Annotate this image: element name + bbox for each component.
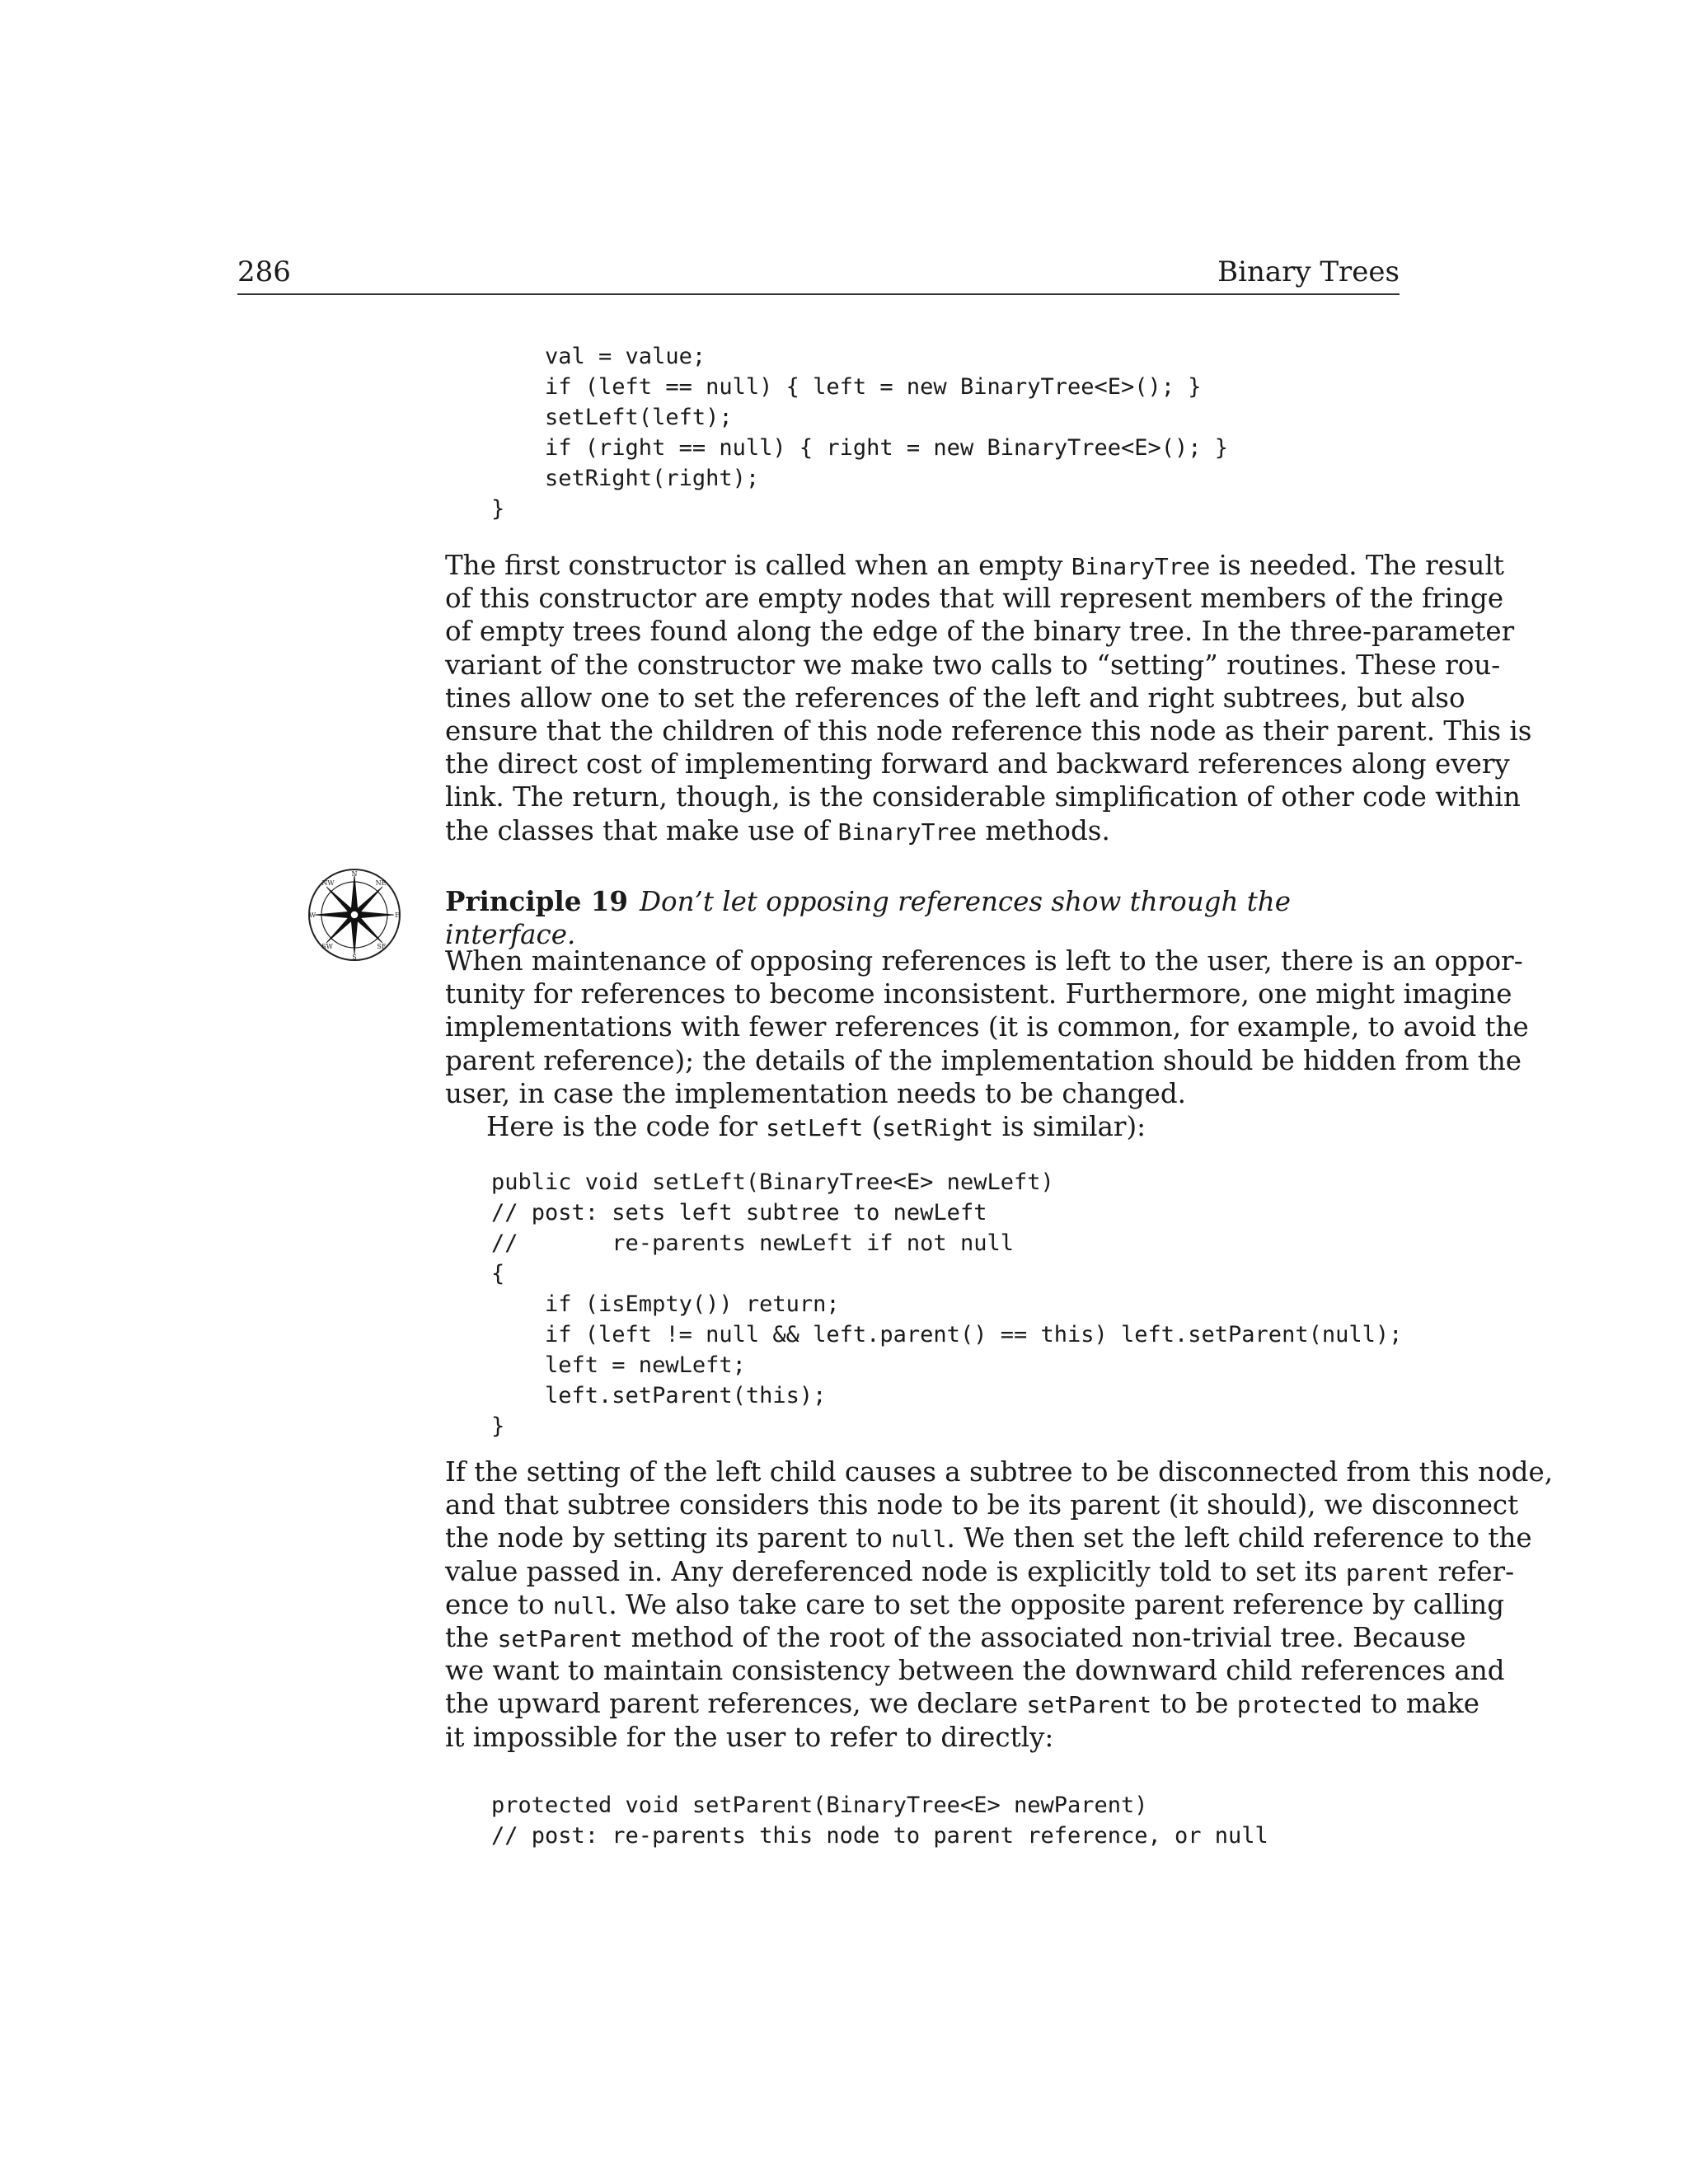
code-block-setparent <box>491 1790 1268 1851</box>
compass-label-sw: SW <box>321 943 333 950</box>
text-line: tunity for references to become inconsistent. Furthermore, one might imagine <box>445 978 1512 1010</box>
code-line: if (left == null) { left = new BinaryTree<E>(); } <box>491 374 1202 400</box>
inline-code: setParent <box>497 1624 623 1652</box>
inline-code: setParent <box>1026 1691 1152 1719</box>
inline-code: null <box>891 1526 947 1554</box>
compass-rose-icon <box>307 867 402 963</box>
text-line: link. The return, though, is the considerable simplification of other code within <box>445 781 1521 813</box>
code-line: } <box>491 496 505 522</box>
inline-code: setRight <box>882 1114 994 1141</box>
text-line: ence to null. We also take care to set the opposite parent reference by calling <box>445 1588 1505 1620</box>
text-line: we want to maintain consistency between the downward child references and <box>445 1655 1505 1687</box>
code-block-constructor <box>491 341 1228 524</box>
text-line: Here is the code for setLeft (setRight is similar): <box>486 1111 1146 1142</box>
inline-code: protected <box>1236 1691 1362 1719</box>
code-line: left = newLeft; <box>491 1352 746 1378</box>
text-line: the classes that make use of BinaryTree methods. <box>445 814 1110 846</box>
text-line: it impossible for the user to refer to directly: <box>445 1721 1054 1753</box>
code-line: { <box>491 1261 505 1286</box>
text-line: value passed in. Any dereferenced node is explicitly told to set its parent refer- <box>445 1555 1515 1587</box>
text-line: the direct cost of implementing forward and backward references along every <box>445 748 1510 780</box>
running-title: Binary Trees <box>1217 255 1400 288</box>
text-line: parent reference); the details of the implementation should be hidden from the <box>445 1044 1522 1076</box>
text-line: The first constructor is called when an empty BinaryTree is needed. The result <box>445 550 1504 581</box>
compass-label-nw: NW <box>321 879 335 887</box>
code-line: if (left != null && left.parent() == this) left.setParent(null); <box>491 1322 1403 1347</box>
inline-code: null <box>552 1591 609 1619</box>
compass-label-s: S <box>352 954 357 961</box>
code-line: if (isEmpty()) return; <box>491 1291 840 1317</box>
code-line: // re-parents newLeft if not null <box>491 1230 1014 1256</box>
code-line: // post: re-parents this node to parent reference, or null <box>491 1823 1268 1849</box>
code-line: setLeft(left); <box>491 405 733 430</box>
paragraph-opposing-references <box>445 944 1529 1110</box>
code-line: // post: sets left subtree to newLeft <box>491 1200 987 1226</box>
compass-label-n: N <box>351 870 358 878</box>
paragraph-setleft-intro <box>445 1110 1400 1143</box>
code-line: setRight(right); <box>491 466 760 491</box>
code-line: left.setParent(this); <box>491 1383 827 1408</box>
principle-callout <box>445 885 1400 951</box>
paragraph-setparent-explanation <box>445 1455 1554 1754</box>
code-line: val = value; <box>491 344 706 369</box>
text-line: and that subtree considers this node to be its parent (it should), we disconnect <box>445 1489 1519 1521</box>
text-line: of empty trees found along the edge of the binary tree. In the three-parameter <box>445 616 1515 648</box>
text-line: the node by setting its parent to null. We then set the left child reference to the <box>445 1522 1532 1554</box>
text-line: ensure that the children of this node reference this node as their parent. This is <box>445 715 1532 747</box>
text-line: the upward parent references, we declare setParent to be protected to make <box>445 1688 1479 1720</box>
principle-label: Principle 19 <box>445 885 628 917</box>
text-line: tines allow one to set the references of the left and right subtrees, but also <box>445 682 1465 714</box>
code-line: if (right == null) { right = new BinaryTree<E>(); } <box>491 435 1229 461</box>
compass-label-ne: NE <box>375 879 387 887</box>
text-line: of this constructor are empty nodes that will represent members of the fringe <box>445 583 1504 615</box>
inline-code: BinaryTree <box>837 818 978 846</box>
principle-text: Don’t let opposing references show through the interface. <box>445 886 1291 950</box>
text-line: variant of the constructor we make two calls to “setting” routines. These rou- <box>445 649 1501 681</box>
text-line: When maintenance of opposing references is left to the user, there is an oppor- <box>445 945 1523 977</box>
text-line: If the setting of the left child causes a subtree to be disconnected from this node, <box>445 1456 1554 1488</box>
inline-code: BinaryTree <box>1071 553 1211 580</box>
inline-code: setLeft <box>766 1114 864 1141</box>
page-header <box>237 252 1400 295</box>
inline-code: parent <box>1346 1558 1430 1586</box>
compass-label-se: SE <box>377 943 387 950</box>
text-line: the setParent method of the root of the associated non-trivial tree. Because <box>445 1621 1466 1653</box>
compass-label-w: W <box>308 912 316 919</box>
text-line: user, in case the implementation needs to be changed. <box>445 1077 1187 1109</box>
code-line: protected void setParent(BinaryTree<E> newParent) <box>491 1793 1148 1818</box>
text-line: implementations with fewer references (it is common, for example, to avoid the <box>445 1011 1529 1043</box>
page-number: 286 <box>237 255 291 288</box>
code-line: public void setLeft(BinaryTree<E> newLeft) <box>491 1169 1054 1195</box>
paragraph-constructor-explanation <box>445 549 1532 847</box>
code-line: } <box>491 1413 505 1439</box>
code-block-setleft <box>491 1167 1402 1441</box>
compass-label-e: E <box>395 912 400 919</box>
